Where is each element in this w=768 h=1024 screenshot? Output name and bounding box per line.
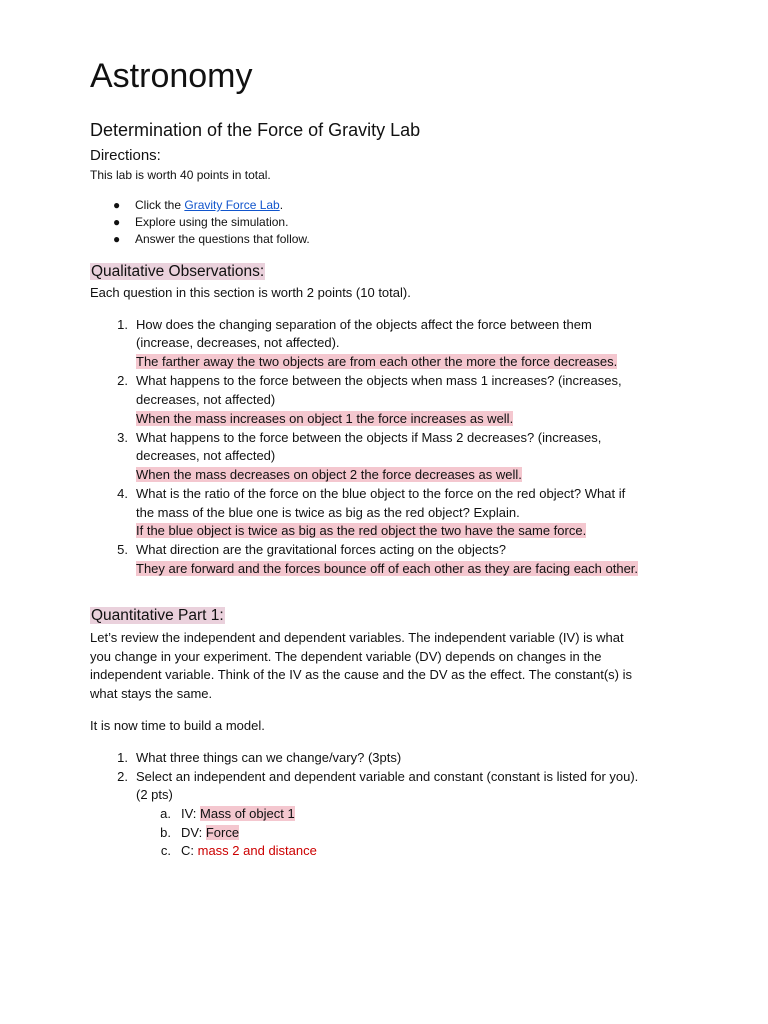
item-number: 2. bbox=[117, 769, 128, 784]
bullet-item-answer bbox=[113, 231, 310, 248]
quantitative-heading: Quantitative Part 1: bbox=[91, 607, 224, 624]
question-number: 1. bbox=[117, 317, 128, 332]
answer-3: When the mass decreases on object 2 the force decreases as well. bbox=[136, 467, 522, 482]
subitem-letter: b. bbox=[160, 825, 171, 840]
question-1-line2: (increase, decreases, not affected). bbox=[136, 335, 340, 350]
question-2-line2: decreases, not affected) bbox=[136, 392, 276, 407]
subitem-iv bbox=[181, 805, 295, 824]
directions-label: Directions: bbox=[90, 147, 161, 164]
constant-label: C: bbox=[181, 843, 198, 858]
bullet-item-explore bbox=[113, 214, 288, 231]
question-1-line1: How does the changing separation of the objects affect the force between them bbox=[136, 317, 592, 332]
variables-paragraph-line1: Let’s review the independent and dependent variables. The independent variable (IV) is what bbox=[90, 630, 624, 645]
variables-paragraph-line3: independent variable. Think of the IV as the cause and the DV as the effect. The constant(s) is bbox=[90, 667, 633, 682]
bullet-text: Explore using the simulation. bbox=[135, 215, 289, 229]
answer-5: They are forward and the forces bounce off of each other as they are facing each other. bbox=[136, 561, 639, 576]
bullet-item-click-lab bbox=[113, 197, 283, 214]
subitem-constant bbox=[181, 842, 317, 861]
question-4-line1: What is the ratio of the force on the blue object to the force on the red object? What if bbox=[136, 486, 626, 501]
question-number: 2. bbox=[117, 373, 128, 388]
iv-value: Mass of object 1 bbox=[200, 806, 295, 821]
quantitative-heading-row bbox=[90, 606, 225, 626]
question-4-line2: the mass of the blue one is twice as big as the red object? Explain. bbox=[136, 505, 520, 520]
question-5-line1: What direction are the gravitational forces acting on the objects? bbox=[136, 542, 506, 557]
question-number: 5. bbox=[117, 542, 128, 557]
points-total-text: This lab is worth 40 points in total. bbox=[90, 168, 271, 182]
answer-4-row bbox=[136, 522, 586, 541]
question-3-line1: What happens to the force between the objects if Mass 2 decreases? (increases, bbox=[136, 430, 602, 445]
answer-5-row bbox=[136, 560, 638, 579]
variables-paragraph-line2: you change in your experiment. The dependent variable (DV) depends on changes in the bbox=[90, 649, 602, 664]
qualitative-intro: Each question in this section is worth 2 points (10 total). bbox=[90, 285, 411, 300]
answer-4: If the blue object is twice as big as the red object the two have the same force. bbox=[136, 523, 587, 538]
bullet-text: Answer the questions that follow. bbox=[135, 232, 310, 246]
answer-2: When the mass increases on object 1 the force increases as well. bbox=[136, 411, 514, 426]
dv-label: DV: bbox=[181, 825, 206, 840]
qualitative-heading: Qualitative Observations: bbox=[91, 263, 265, 280]
subitem-letter: a. bbox=[160, 806, 171, 821]
document-title: Astronomy bbox=[90, 57, 253, 95]
iv-label: IV: bbox=[181, 806, 201, 821]
answer-3-row bbox=[136, 466, 522, 485]
build-model-text: It is now time to build a model. bbox=[90, 718, 265, 733]
qualitative-heading-row bbox=[90, 262, 265, 282]
subitem-dv bbox=[181, 824, 239, 843]
bullet-icon: ● bbox=[113, 215, 121, 229]
bullet-text: Click the bbox=[135, 198, 185, 212]
dv-value: Force bbox=[205, 825, 240, 840]
item-2-line2: (2 pts) bbox=[136, 787, 173, 802]
item-2-line1: Select an independent and dependent variable and constant (constant is listed for you). bbox=[136, 769, 639, 784]
variables-paragraph-line4: what stays the same. bbox=[90, 686, 213, 701]
question-number: 4. bbox=[117, 486, 128, 501]
answer-1-row bbox=[136, 353, 617, 372]
question-3-line2: decreases, not affected) bbox=[136, 448, 276, 463]
answer-1: The farther away the two objects are from each other the more the force decreases. bbox=[136, 354, 618, 369]
item-number: 1. bbox=[117, 750, 128, 765]
answer-2-row bbox=[136, 410, 513, 429]
item-1-text: What three things can we change/vary? (3pts) bbox=[136, 750, 402, 765]
gravity-force-lab-link[interactable]: Gravity Force Lab bbox=[184, 198, 280, 212]
lab-subtitle: Determination of the Force of Gravity Lab bbox=[90, 120, 421, 140]
bullet-icon: ● bbox=[113, 198, 121, 212]
bullet-suffix: . bbox=[279, 198, 284, 212]
subitem-letter: c. bbox=[160, 843, 171, 858]
bullet-icon: ● bbox=[113, 232, 121, 246]
question-number: 3. bbox=[117, 430, 128, 445]
constant-value: mass 2 and distance bbox=[197, 843, 317, 858]
question-2-line1: What happens to the force between the objects when mass 1 increases? (increases, bbox=[136, 373, 622, 388]
